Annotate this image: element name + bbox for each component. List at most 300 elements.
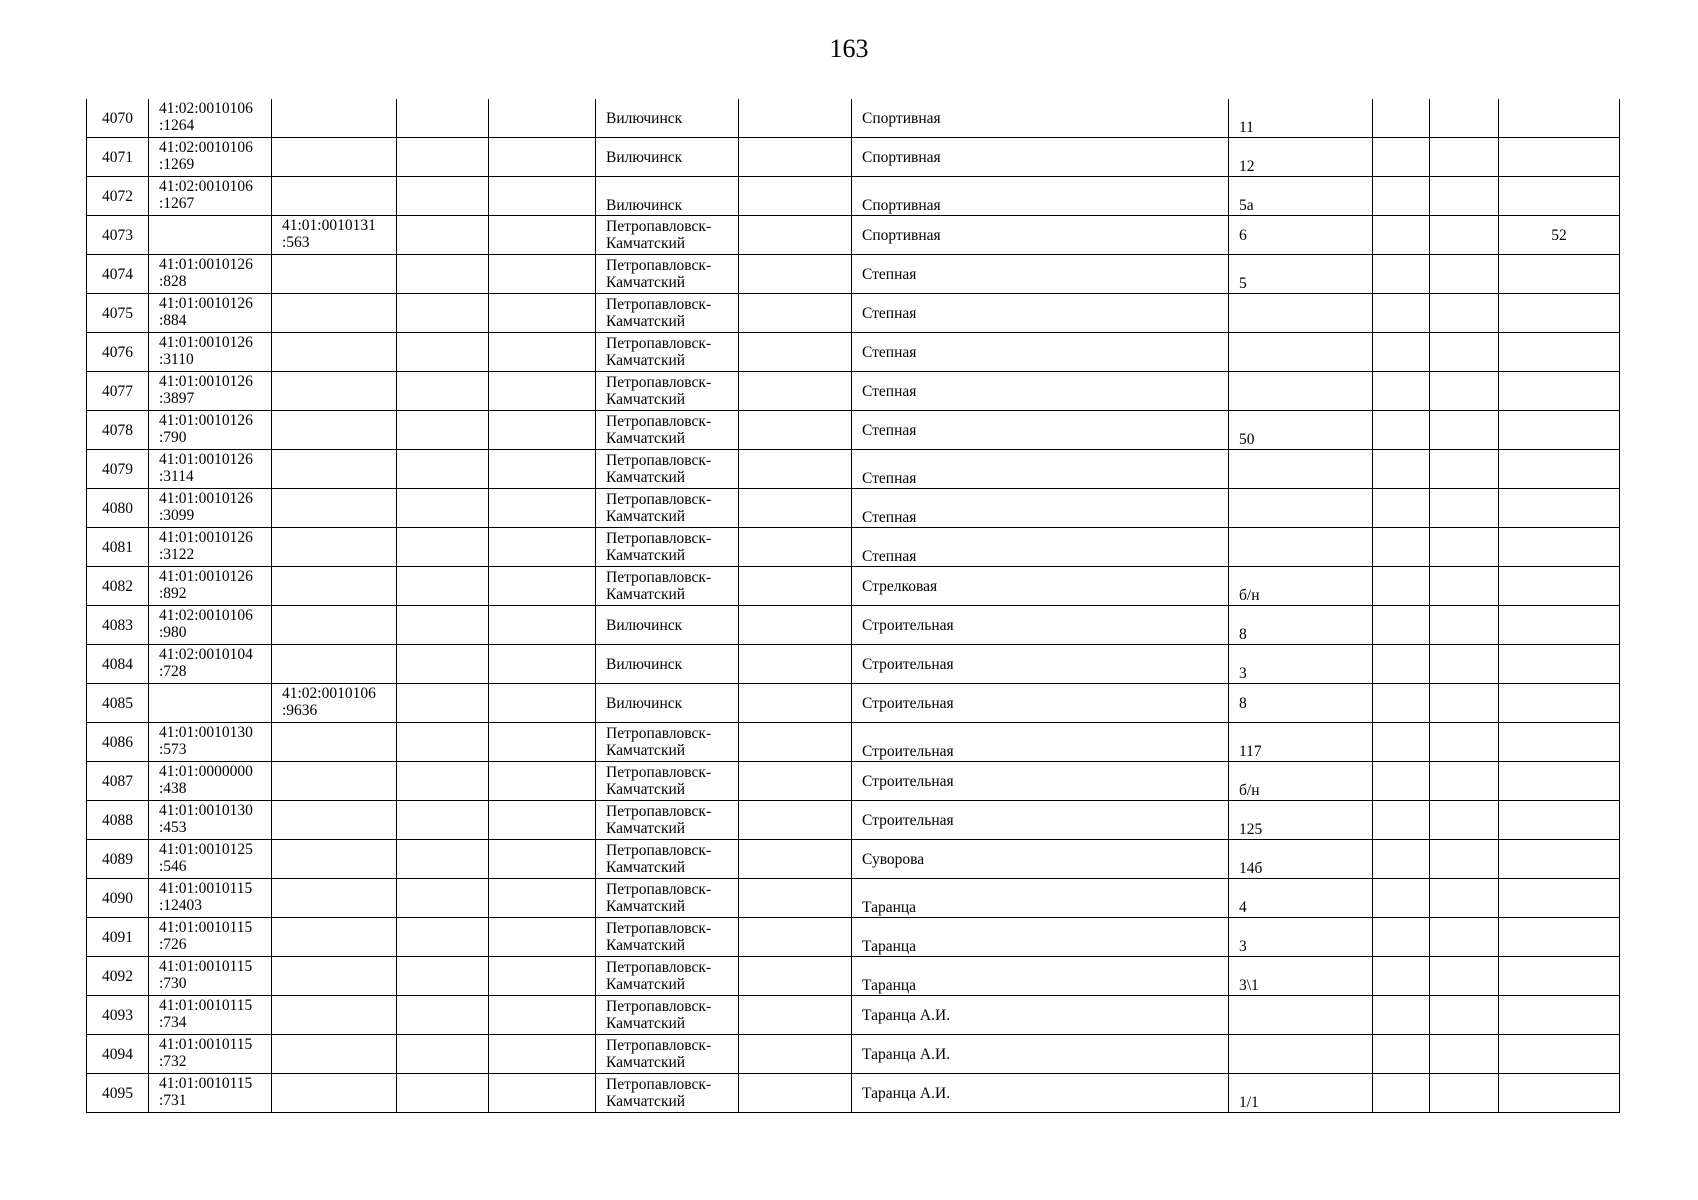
town-cell	[596, 450, 739, 489]
empty-cell	[1430, 372, 1499, 411]
empty-cell	[1373, 879, 1430, 918]
empty-cell	[739, 723, 852, 762]
cadastral-number-cell	[149, 1074, 272, 1113]
street-cell	[852, 879, 1229, 918]
street-name: Степная	[862, 421, 917, 439]
town-cell	[596, 177, 739, 216]
row-number: 4082	[102, 577, 133, 595]
street-name: Спортивная	[862, 148, 941, 166]
street-name: Таранца	[862, 977, 917, 994]
empty-cell	[397, 567, 489, 606]
street-cell	[852, 684, 1229, 723]
row-number-cell	[87, 840, 149, 879]
cadastral-number-alt-cell	[272, 723, 397, 762]
cadastral-number-cell	[149, 333, 272, 372]
empty-cell	[489, 918, 596, 957]
cadastral-number-line-2: :732	[159, 1053, 187, 1070]
empty-cell	[1430, 801, 1499, 840]
street-name: Спортивная	[862, 109, 941, 127]
town-line-1: Вилючинск	[606, 197, 683, 214]
town-cell	[596, 489, 739, 528]
cadastral-number-line-1: 41:01:0010125	[159, 841, 253, 858]
empty-cell	[489, 567, 596, 606]
empty-cell	[739, 567, 852, 606]
house-cell	[1229, 255, 1373, 294]
town-line-1: Петропавловск-	[606, 1076, 712, 1093]
cadastral-number-alt-cell	[272, 801, 397, 840]
cadastral-number-alt-cell	[272, 840, 397, 879]
town-cell	[596, 996, 739, 1035]
empty-cell	[739, 645, 852, 684]
flat-cell	[1499, 294, 1620, 333]
cadastral-number-alt-cell	[272, 645, 397, 684]
town-line-1: Вилючинск	[606, 148, 683, 166]
row-number: 4081	[102, 538, 133, 556]
empty-cell	[489, 216, 596, 255]
town-cell	[596, 723, 739, 762]
flat-cell	[1499, 801, 1620, 840]
town-line-1: Петропавловск-	[606, 1037, 712, 1054]
town-line-2: Камчатский	[606, 1093, 686, 1110]
empty-cell	[1430, 255, 1499, 294]
street-name: Степная	[862, 509, 917, 526]
cadastral-number-line-1: 41:02:0010106	[159, 178, 253, 195]
town-cell	[596, 1074, 739, 1113]
empty-cell	[1373, 99, 1430, 138]
town-cell	[596, 840, 739, 879]
cadastral-number-line-2: :884	[159, 312, 187, 329]
empty-cell	[739, 606, 852, 645]
town-cell	[596, 255, 739, 294]
flat-cell	[1499, 567, 1620, 606]
table-row	[87, 489, 1620, 528]
cadastral-number-line-2: :790	[159, 429, 187, 446]
house-number: 3\1	[1239, 977, 1259, 994]
table-row	[87, 333, 1620, 372]
street-cell	[852, 918, 1229, 957]
cadastral-number-line-1: 41:01:0010115	[159, 958, 253, 975]
street-name: Степная	[862, 304, 917, 322]
empty-cell	[739, 879, 852, 918]
street-cell	[852, 645, 1229, 684]
street-name: Строительная	[862, 655, 954, 673]
table-row	[87, 840, 1620, 879]
empty-cell	[1373, 1074, 1430, 1113]
street-cell	[852, 411, 1229, 450]
empty-cell	[1430, 606, 1499, 645]
street-cell	[852, 138, 1229, 177]
cadastral-number-line-2: :730	[159, 975, 187, 992]
row-number-cell	[87, 177, 149, 216]
table-row	[87, 216, 1620, 255]
town-cell	[596, 606, 739, 645]
empty-cell	[739, 957, 852, 996]
row-number-cell	[87, 723, 149, 762]
cadastral-number-line-2: :1269	[159, 156, 195, 173]
cadastral-number-line-2: :3122	[159, 546, 195, 563]
row-number: 4079	[102, 460, 133, 478]
cadastral-number-alt-cell	[272, 333, 397, 372]
empty-cell	[1430, 450, 1499, 489]
house-cell	[1229, 177, 1373, 216]
table-row	[87, 99, 1620, 138]
cadastral-number-alt-cell	[272, 567, 397, 606]
flat-cell	[1499, 996, 1620, 1035]
cadastral-number-line-2: :1267	[159, 195, 195, 212]
house-number: 12	[1239, 158, 1255, 175]
street-cell	[852, 1074, 1229, 1113]
cadastral-number-line-1: 41:01:0010126	[159, 412, 253, 429]
flat-cell	[1499, 489, 1620, 528]
house-cell	[1229, 879, 1373, 918]
empty-cell	[1373, 684, 1430, 723]
empty-cell	[397, 1074, 489, 1113]
empty-cell	[1430, 996, 1499, 1035]
row-number: 4088	[102, 811, 133, 829]
table-row	[87, 411, 1620, 450]
row-number-cell	[87, 333, 149, 372]
town-line-2: Камчатский	[606, 547, 686, 564]
flat-cell	[1499, 1035, 1620, 1074]
house-number: 3	[1239, 938, 1247, 955]
empty-cell	[397, 489, 489, 528]
cadastral-number-line-1: 41:01:0010126	[159, 256, 253, 273]
table-row	[87, 918, 1620, 957]
flat-cell	[1499, 255, 1620, 294]
empty-cell	[1373, 450, 1430, 489]
town-line-2: Камчатский	[606, 937, 686, 954]
table-row	[87, 138, 1620, 177]
empty-cell	[1373, 294, 1430, 333]
empty-cell	[1430, 957, 1499, 996]
cadastral-number-line-1: 41:01:0010115	[159, 997, 253, 1014]
street-cell	[852, 840, 1229, 879]
empty-cell	[1430, 177, 1499, 216]
cadastral-number-cell	[149, 879, 272, 918]
table-row	[87, 723, 1620, 762]
empty-cell	[489, 99, 596, 138]
cadastral-number-line-2: :12403	[159, 897, 203, 914]
empty-cell	[397, 684, 489, 723]
empty-cell	[1430, 216, 1499, 255]
house-number: 4	[1239, 899, 1247, 916]
table-row	[87, 372, 1620, 411]
town-cell	[596, 801, 739, 840]
table-row	[87, 684, 1620, 723]
street-cell	[852, 567, 1229, 606]
town-cell	[596, 918, 739, 957]
cadastral-number-alt-cell	[272, 1074, 397, 1113]
street-name: Строительная	[862, 694, 954, 712]
empty-cell	[397, 762, 489, 801]
street-cell	[852, 606, 1229, 645]
empty-cell	[1430, 645, 1499, 684]
empty-cell	[1430, 489, 1499, 528]
cadastral-number-alt-cell	[272, 489, 397, 528]
cadastral-number-line-2: :731	[159, 1092, 187, 1109]
empty-cell	[397, 372, 489, 411]
town-cell	[596, 99, 739, 138]
flat-cell	[1499, 99, 1620, 138]
town-cell	[596, 879, 739, 918]
house-cell	[1229, 801, 1373, 840]
empty-cell	[739, 411, 852, 450]
street-cell	[852, 450, 1229, 489]
empty-cell	[739, 216, 852, 255]
empty-cell	[489, 489, 596, 528]
row-number: 4094	[102, 1045, 133, 1063]
flat-cell	[1499, 411, 1620, 450]
empty-cell	[739, 1074, 852, 1113]
street-name: Степная	[862, 470, 917, 487]
town-line-1: Петропавловск-	[606, 413, 712, 430]
cadastral-number-alt-cell	[272, 762, 397, 801]
row-number-cell	[87, 450, 149, 489]
house-number: 3	[1239, 665, 1247, 682]
house-cell	[1229, 138, 1373, 177]
empty-cell	[1373, 216, 1430, 255]
flat-cell	[1499, 879, 1620, 918]
cadastral-number-alt-cell	[272, 957, 397, 996]
town-cell	[596, 411, 739, 450]
town-line-2: Камчатский	[606, 976, 686, 993]
row-number-cell	[87, 1035, 149, 1074]
row-number-cell	[87, 879, 149, 918]
street-cell	[852, 996, 1229, 1035]
town-cell	[596, 684, 739, 723]
house-cell	[1229, 723, 1373, 762]
empty-cell	[1373, 957, 1430, 996]
cadastral-number-cell	[149, 684, 272, 723]
cadastral-number-alt-cell	[272, 528, 397, 567]
house-number: б/н	[1239, 587, 1260, 604]
cadastral-number-line-1: 41:01:0010115	[159, 880, 253, 897]
cadastral-number-cell	[149, 99, 272, 138]
flat-cell	[1499, 918, 1620, 957]
cadastral-number-cell	[149, 411, 272, 450]
row-number: 4080	[102, 499, 133, 517]
table-row	[87, 294, 1620, 333]
cadastral-number-cell	[149, 645, 272, 684]
cadastral-number-cell	[149, 606, 272, 645]
table-row	[87, 645, 1620, 684]
cadastral-number-line-1: 41:01:0010126	[159, 568, 253, 585]
row-number-cell	[87, 918, 149, 957]
street-cell	[852, 1035, 1229, 1074]
cadastral-number-cell	[149, 489, 272, 528]
empty-cell	[489, 255, 596, 294]
town-cell	[596, 957, 739, 996]
house-number: 125	[1239, 821, 1263, 838]
empty-cell	[1430, 723, 1499, 762]
row-number: 4095	[102, 1084, 133, 1102]
row-number-cell	[87, 762, 149, 801]
row-number: 4072	[102, 187, 133, 205]
empty-cell	[489, 411, 596, 450]
cadastral-number-line-1: 41:01:0010130	[159, 802, 253, 819]
house-cell	[1229, 645, 1373, 684]
town-line-2: Камчатский	[606, 820, 686, 837]
cadastral-number-line-1: 41:01:0010115	[159, 919, 253, 936]
row-number-cell	[87, 372, 149, 411]
street-name: Спортивная	[862, 226, 941, 244]
cadastral-number-line-1: 41:02:0010104	[159, 646, 253, 663]
cadastral-number-alt-cell	[272, 216, 397, 255]
empty-cell	[489, 450, 596, 489]
flat-cell	[1499, 762, 1620, 801]
cadastral-number-cell	[149, 294, 272, 333]
empty-cell	[397, 801, 489, 840]
cadastral-number-line-2: :3897	[159, 390, 195, 407]
town-line-1: Петропавловск-	[606, 569, 712, 586]
empty-cell	[397, 918, 489, 957]
cadastral-number-cell	[149, 177, 272, 216]
empty-cell	[397, 840, 489, 879]
row-number-cell	[87, 138, 149, 177]
street-name: Степная	[862, 265, 917, 283]
street-name: Степная	[862, 548, 917, 565]
empty-cell	[1373, 762, 1430, 801]
town-line-2: Камчатский	[606, 508, 686, 525]
empty-cell	[1430, 528, 1499, 567]
empty-cell	[739, 762, 852, 801]
street-name: Таранца А.И.	[862, 1045, 951, 1063]
street-cell	[852, 372, 1229, 411]
town-line-1: Петропавловск-	[606, 959, 712, 976]
empty-cell	[1430, 333, 1499, 372]
street-name: Строительная	[862, 616, 954, 634]
cadastral-number-line-1: 41:01:0010126	[159, 373, 253, 390]
empty-cell	[397, 1035, 489, 1074]
house-number: 5	[1239, 275, 1247, 292]
flat-cell	[1499, 684, 1620, 723]
row-number-cell	[87, 645, 149, 684]
house-cell	[1229, 684, 1373, 723]
street-name: Степная	[862, 343, 917, 361]
cadastral-number-line-1: 41:02:0010106	[159, 607, 253, 624]
empty-cell	[1430, 879, 1499, 918]
house-number: 1/1	[1239, 1094, 1259, 1111]
row-number: 4089	[102, 850, 133, 868]
town-cell	[596, 645, 739, 684]
town-line-2: Камчатский	[606, 1054, 686, 1071]
row-number: 4071	[102, 148, 133, 166]
flat-cell	[1499, 333, 1620, 372]
table-row	[87, 957, 1620, 996]
flat-cell	[1499, 606, 1620, 645]
street-cell	[852, 333, 1229, 372]
empty-cell	[739, 450, 852, 489]
empty-cell	[397, 138, 489, 177]
flat-number: 52	[1551, 226, 1567, 244]
table-row	[87, 801, 1620, 840]
cadastral-number-alt-line-2: :9636	[282, 702, 318, 719]
empty-cell	[739, 333, 852, 372]
row-number-cell	[87, 255, 149, 294]
town-line-2: Камчатский	[606, 859, 686, 876]
table-row	[87, 450, 1620, 489]
table-row	[87, 996, 1620, 1035]
empty-cell	[397, 723, 489, 762]
street-name: Спортивная	[862, 197, 941, 214]
house-cell	[1229, 1035, 1373, 1074]
row-number-cell	[87, 567, 149, 606]
empty-cell	[397, 177, 489, 216]
street-name: Строительная	[862, 772, 954, 790]
cadastral-number-line-1: 41:02:0010106	[159, 139, 253, 156]
town-line-1: Петропавловск-	[606, 881, 712, 898]
row-number: 4083	[102, 616, 133, 634]
street-cell	[852, 255, 1229, 294]
cadastral-number-line-2: :734	[159, 1014, 187, 1031]
cadastral-number-line-1: 41:01:0010126	[159, 490, 253, 507]
empty-cell	[1430, 567, 1499, 606]
row-number: 4074	[102, 265, 133, 283]
town-cell	[596, 528, 739, 567]
cadastral-number-alt-cell	[272, 1035, 397, 1074]
row-number: 4077	[102, 382, 133, 400]
house-number: 8	[1239, 694, 1247, 712]
town-cell	[596, 762, 739, 801]
empty-cell	[489, 1074, 596, 1113]
empty-cell	[1373, 489, 1430, 528]
table-row	[87, 1035, 1620, 1074]
empty-cell	[739, 177, 852, 216]
row-number-cell	[87, 411, 149, 450]
street-name: Таранца А.И.	[862, 1084, 951, 1102]
row-number: 4078	[102, 421, 133, 439]
street-cell	[852, 528, 1229, 567]
house-number: 50	[1239, 431, 1255, 448]
street-name: Таранца А.И.	[862, 1006, 951, 1024]
row-number-cell	[87, 99, 149, 138]
cadastral-number-line-1: 41:01:0010126	[159, 334, 253, 351]
street-cell	[852, 99, 1229, 138]
row-number: 4091	[102, 928, 133, 946]
empty-cell	[489, 957, 596, 996]
cadastral-number-alt-cell	[272, 606, 397, 645]
cadastral-number-line-1: 41:02:0010106	[159, 100, 253, 117]
empty-cell	[397, 216, 489, 255]
cadastral-number-cell	[149, 1035, 272, 1074]
cadastral-number-line-1: 41:01:0010130	[159, 724, 253, 741]
cadastral-number-cell	[149, 957, 272, 996]
town-line-1: Петропавловск-	[606, 491, 712, 508]
cadastral-number-alt-cell	[272, 918, 397, 957]
empty-cell	[739, 372, 852, 411]
cadastral-number-alt-cell	[272, 684, 397, 723]
cadastral-number-cell	[149, 255, 272, 294]
empty-cell	[1373, 372, 1430, 411]
row-number: 4086	[102, 733, 133, 751]
flat-cell	[1499, 177, 1620, 216]
empty-cell	[739, 996, 852, 1035]
empty-cell	[397, 333, 489, 372]
town-line-1: Петропавловск-	[606, 218, 712, 235]
row-number-cell	[87, 294, 149, 333]
table-row	[87, 177, 1620, 216]
town-line-2: Камчатский	[606, 469, 686, 486]
town-line-1: Петропавловск-	[606, 998, 712, 1015]
row-number: 4087	[102, 772, 133, 790]
town-line-1: Вилючинск	[606, 109, 683, 127]
empty-cell	[489, 801, 596, 840]
cadastral-number-line-2: :1264	[159, 117, 195, 134]
row-number: 4075	[102, 304, 133, 322]
town-line-2: Камчатский	[606, 235, 686, 252]
empty-cell	[739, 489, 852, 528]
empty-cell	[739, 918, 852, 957]
